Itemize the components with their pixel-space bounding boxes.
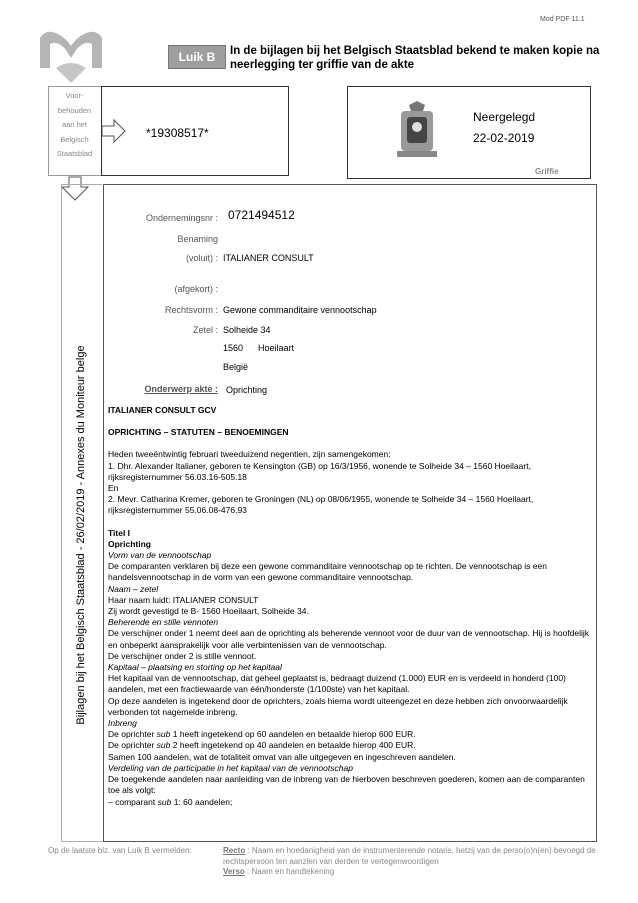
paragraph: De oprichter sub 2 heeft ingetekend op 40 aandelen en betaalde hierop 400 EUR. <box>108 740 416 751</box>
belgian-crest-icon <box>393 101 441 159</box>
rechtsvorm-value: Gewone commanditaire vennootschap <box>223 305 377 315</box>
filing-date: 22-02-2019 <box>473 131 535 145</box>
griffie-label: Griffie <box>535 167 559 176</box>
recto-line: Recto : Naam en hoedanigheid van de instrumenterende notaris, hetzij van de perso(o)n(en) bevoegd de rechtspersoon ten aanzien van derden te vertegenwoordigen <box>223 846 596 866</box>
paragraph: De comparanten verklaren bij deze een gewone commanditaire vennootschap op te richten. De vennootschap is een handelsvennootschap in de vorm van een gewone commanditaire vennootschap. <box>108 561 547 583</box>
status-text: Neergelegd <box>473 110 536 124</box>
onderwerp-value: Oprichting <box>226 385 268 395</box>
zetel-postcode: 1560 <box>223 343 244 353</box>
reserved-text: Voor- behouden aan het Belgisch Staatsblad <box>56 91 93 158</box>
paragraph: Op deze aandelen is ingetekend door de oprichters, zoals hierna wordt uiteengezet en deze hebben zich onvoorwaardelijk verbonden tot nagemelde inbreng. <box>108 695 568 717</box>
deed-text <box>108 405 592 808</box>
reference-number: *19308517* <box>146 126 209 140</box>
paragraph: Zij wordt gevestigd te B- 1560 Hoeilaart, Solheide 34. <box>108 606 309 617</box>
subheading: Beherende en stille vennoten <box>108 617 219 628</box>
rechtsvorm-label: Rechtsvorm : <box>164 305 218 315</box>
paragraph: – comparant sub 1: 60 aandelen; <box>108 796 233 807</box>
paragraph: 2. Mevr. Catharina Kremer, geboren te Groningen (NL) op 08/06/1955, wonende te Solheide 34 – 1560 Hoeilaart, rijksregisternummer 55.06.08-476.93 <box>108 494 534 516</box>
paragraph: En <box>108 483 119 494</box>
paragraph: 1. Dhr. Alexander Italianer, geboren te Kensington (GB) op 16/3/1956, wonende te Solheide 34 – 1560 Hoeilaart, rijksregisternummer 56.03.16-505.18 <box>108 460 531 482</box>
section-subtitle: Oprichting <box>108 538 151 549</box>
footer-notes <box>223 846 603 878</box>
moniteur-logo-icon <box>36 28 106 86</box>
subheading: Naam – zetel <box>108 583 159 594</box>
benaming-label: Benaming <box>177 234 218 244</box>
zetel-street: Solheide 34 <box>223 325 271 335</box>
zetel-label: Zetel : <box>192 325 218 335</box>
ondernemingsnr-label: Ondernemingsnr : <box>145 213 218 223</box>
paragraph: De verschijner onder 1 neemt deel aan de oprichting als beherende vennoot voor de duur van de vennootschap. Hij is hoofdelijk en onbeperkt aansprakelijk voor alle verbintenissen van de vennootschap. <box>108 628 590 650</box>
deed-heading: OPRICHTING – STATUTEN – BENOEMINGEN <box>108 427 289 438</box>
subheading: Verdeling van de participatie in het kapitaal van de vennootschap <box>108 762 353 773</box>
paragraph: De toegekende aandelen naar aanleiding van de inbreng van de hierboven beschreven goederen, komen aan de comparanten toe als volgt: <box>108 774 585 796</box>
footer-instruction: Op de laatste blz. van Luik B vermelden: <box>48 846 192 855</box>
company-heading: ITALIANER CONSULT GCV <box>108 405 217 415</box>
subheading: Inbreng <box>108 718 137 729</box>
form-version: Mod PDF 11.1 <box>540 16 585 23</box>
paragraph: Haar naam luidt: ITALIANER CONSULT <box>108 594 259 605</box>
voluit-label: (voluit) : <box>185 253 218 263</box>
paragraph: Samen 100 aandelen, wat de totaliteit omvat van alle uitgegeven en ingeschreven aandelen. <box>108 751 456 762</box>
subheading: Vorm van de vennootschap <box>108 550 212 561</box>
page-title: In de bijlagen bij het Belgisch Staatsblad bekend te maken kopie na neerlegging ter griffie van de akte <box>230 45 600 71</box>
afgekort-label: (afgekort) : <box>174 284 218 294</box>
paragraph: De oprichter sub 1 heeft ingetekend op 60 aandelen en betaalde hierop 600 EUR. <box>108 729 416 740</box>
paragraph: Het kapitaal van de vennootschap, dat geheel geplaatst is, bedraagt duizend (1.000) EUR en is verdeeld in honderd (100) aandelen, met een fractiewaarde van één/honderste (1/100ste) van het kapitaal. <box>108 673 566 695</box>
paragraph: De verschijner onder 2 is stille vennoot. <box>108 650 257 661</box>
griffie-box <box>347 86 591 179</box>
paragraph: Heden tweeëntwintig februari tweeduizend negentien, zijn samengekomen: <box>108 449 391 460</box>
onderwerp-label: Onderwerp akte : <box>144 384 218 394</box>
zetel-country: België <box>223 362 249 372</box>
zetel-city: Hoeilaart <box>258 343 295 353</box>
voluit-value: ITALIANER CONSULT <box>223 253 314 263</box>
subheading: Kapitaal – plaatsing en storting op het kapitaal <box>108 662 282 673</box>
ondernemingsnr-value: 0721494512 <box>228 208 295 222</box>
luik-label: Luik B <box>168 45 226 69</box>
section-title: Titel I <box>108 527 131 538</box>
verso-line: Verso : Naam en handtekening <box>223 867 335 876</box>
